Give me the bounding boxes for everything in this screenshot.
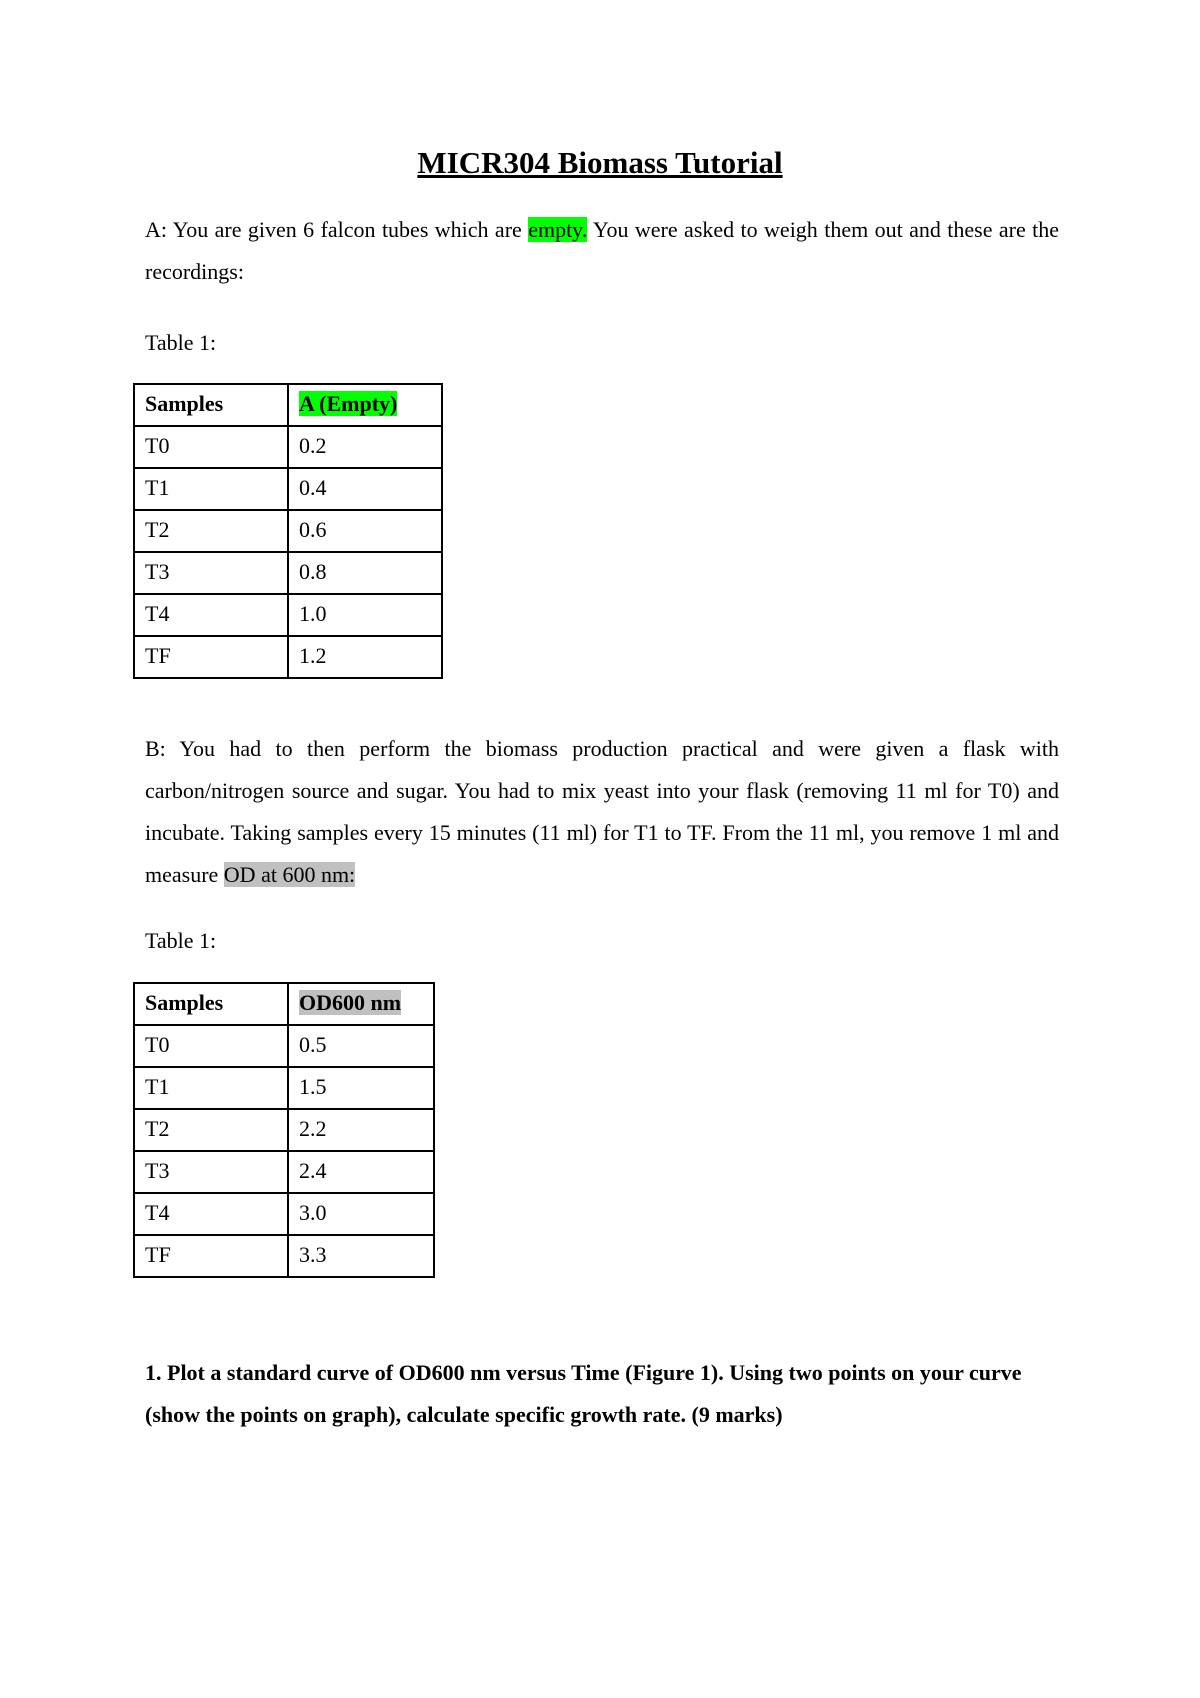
table1	[133, 383, 443, 679]
table2-cell-value: 3.0	[288, 1193, 434, 1235]
table-row	[134, 468, 442, 510]
table2-cell-value: 2.4	[288, 1151, 434, 1193]
table1-cell-sample: TF	[134, 636, 288, 678]
table2-cell-sample: T0	[134, 1025, 288, 1067]
table1-cell-sample: T1	[134, 468, 288, 510]
table2-header-samples: Samples	[134, 983, 288, 1025]
table2-cell-sample: T4	[134, 1193, 288, 1235]
table-row	[134, 1109, 434, 1151]
table1-cell-value: 0.6	[288, 510, 442, 552]
table1-cell-value: 0.2	[288, 426, 442, 468]
section-a-text-before: A: You are given 6 falcon tubes which are	[145, 217, 529, 242]
table1-cell-sample: T0	[134, 426, 288, 468]
table1-header-row	[134, 384, 442, 426]
table1-label: Table 1:	[145, 330, 217, 355]
table-row	[134, 1151, 434, 1193]
table1-cell-value: 1.0	[288, 594, 442, 636]
table2-cell-sample: T3	[134, 1151, 288, 1193]
table-row	[134, 1025, 434, 1067]
table2-cell-value: 3.3	[288, 1235, 434, 1277]
section-a-paragraph	[145, 209, 1059, 293]
table-row	[134, 1067, 434, 1109]
table2-cell-value: 2.2	[288, 1109, 434, 1151]
section-b-text-before: B: You had to then perform the biomass production practical and were given a flask with carbon/nitrogen source and sugar. You had to mix yeast into your flask (removing 11 ml for T0) and incubate. Taking samples every 15 minutes (11 ml) for T1 to TF. From the 11 ml, you remove 1 ml and measure	[145, 736, 1059, 887]
table2-cell-value: 0.5	[288, 1025, 434, 1067]
section-a-highlight: empty.	[528, 217, 588, 242]
table1-header-samples: Samples	[134, 384, 288, 426]
table1-cell-value: 0.8	[288, 552, 442, 594]
section-a-text-after: You were asked to weigh them out and these are the recordings:	[145, 217, 1059, 284]
table2	[133, 982, 435, 1278]
table-row	[134, 594, 442, 636]
table-row	[134, 1235, 434, 1277]
document-title: MICR304 Biomass Tutorial	[417, 145, 783, 180]
table2-cell-value: 1.5	[288, 1067, 434, 1109]
question-1: 1. Plot a standard curve of OD600 nm versus Time (Figure 1). Using two points on your curve (show the points on graph), calculate specific growth rate. (9 marks)	[145, 1360, 1022, 1427]
section-b-paragraph	[145, 728, 1059, 896]
table-row	[134, 1193, 434, 1235]
table2-cell-sample: TF	[134, 1235, 288, 1277]
table1-cell-sample: T3	[134, 552, 288, 594]
table2-label: Table 1:	[145, 928, 217, 953]
table-row	[134, 552, 442, 594]
table1-cell-sample: T4	[134, 594, 288, 636]
section-b-highlight: OD at 600 nm:	[223, 862, 356, 887]
table2-header-row	[134, 983, 434, 1025]
table1-cell-value: 1.2	[288, 636, 442, 678]
table-row	[134, 426, 442, 468]
table2-header-od600: OD600 nm	[288, 983, 434, 1025]
table-row	[134, 510, 442, 552]
table2-cell-sample: T1	[134, 1067, 288, 1109]
table-row	[134, 636, 442, 678]
table2-cell-sample: T2	[134, 1109, 288, 1151]
table1-cell-value: 0.4	[288, 468, 442, 510]
table1-cell-sample: T2	[134, 510, 288, 552]
table1-header-empty: A (Empty)	[288, 384, 442, 426]
